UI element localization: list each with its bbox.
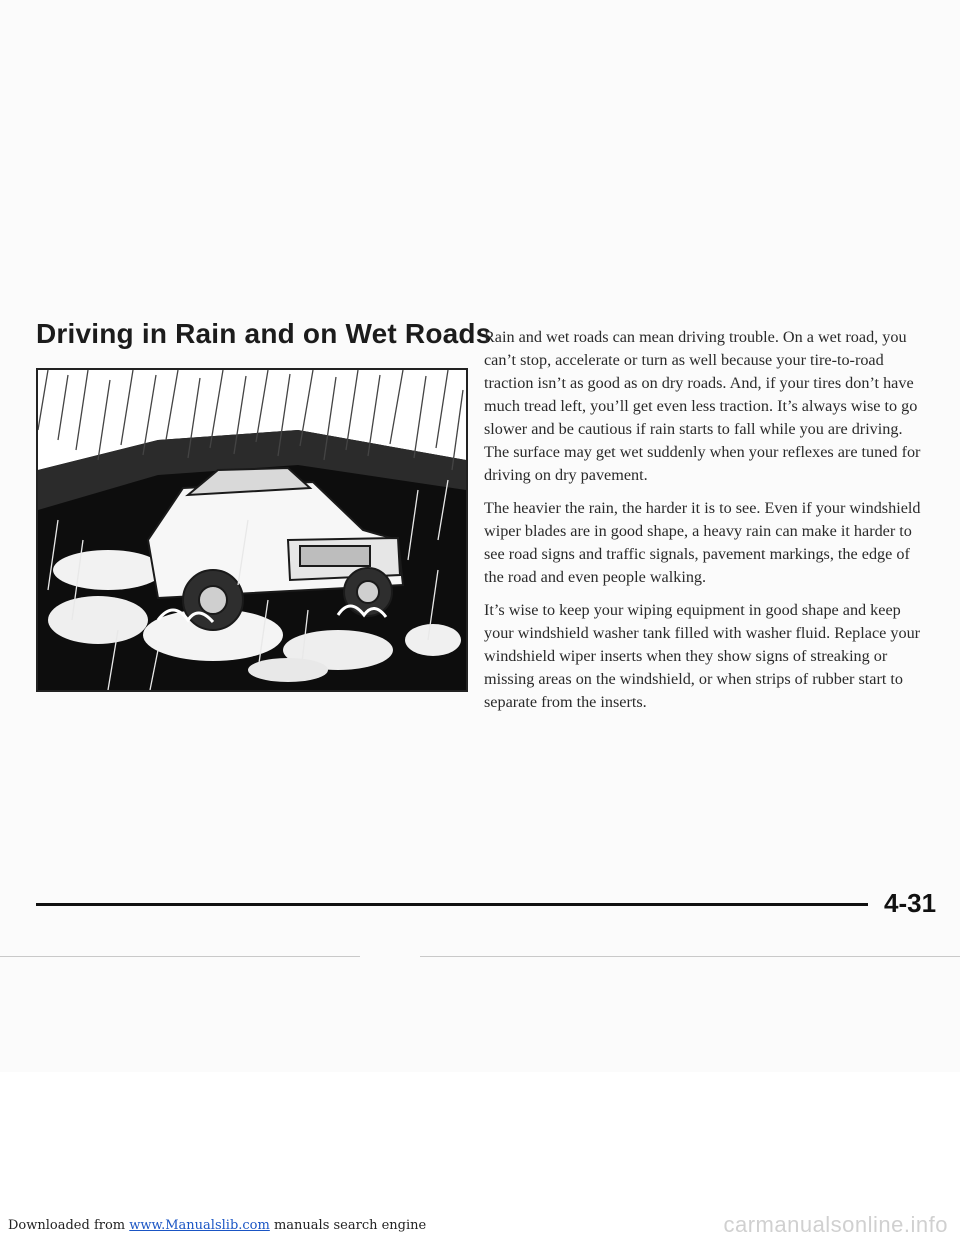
footer-rule <box>36 903 868 906</box>
rain-driving-illustration <box>36 368 468 692</box>
paragraph-2: The heavier the rain, the harder it is to see. Even if your windshield wiper blades are in good shape, a heavy rain can make it harder to see road signs and traffic signals, pavement markings, the edge of the road and even people walking. <box>484 499 921 586</box>
section-body <box>484 326 930 724</box>
watermark-prefix: Downloaded from <box>8 1218 130 1233</box>
paragraph-3: It’s wise to keep your wiping equipment in good shape and keep your windshield washer tank filled with washer fluid. Replace your windshield wiper inserts when they show signs of streaking or missing areas on the windshield, or when strips of rubber start to separate from the inserts. <box>484 601 921 711</box>
manualslib-link[interactable]: www.Manualslib.com <box>129 1218 270 1233</box>
section-title: Driving in Rain and on Wet Roads <box>36 318 492 349</box>
download-watermark <box>8 1218 426 1233</box>
scan-line-right <box>420 956 960 957</box>
watermark-suffix: manuals search engine <box>269 1218 427 1233</box>
page-number: 4-31 <box>884 888 937 918</box>
paragraph-1: Rain and wet roads can mean driving trouble. On a wet road, you can’t stop, accelerate or turn as well because your tire-to-road traction isn’t as good as on dry roads. And, if your tires don’t have much tread left, you’ll get even less traction. It’s always wise to go slower and be cautious if rain starts to fall while you are driving. The surface may get wet suddenly when your reflexes are tuned for driving on dry pavement. <box>484 328 921 484</box>
scan-line-left <box>0 956 360 957</box>
site-watermark: carmanualsonline.info <box>723 1212 948 1237</box>
